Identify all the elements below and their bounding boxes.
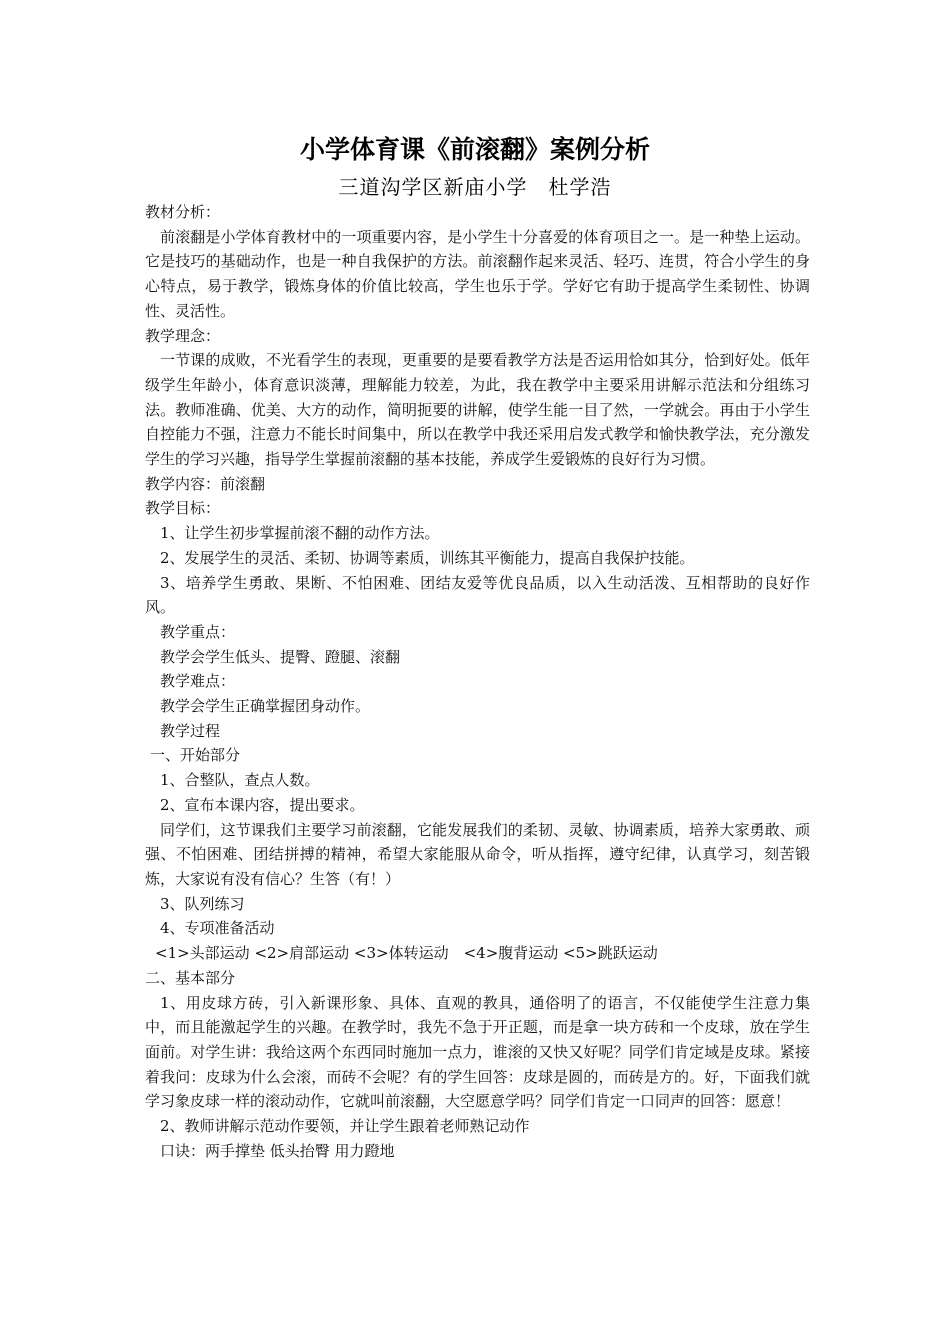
- list-item: 4、专项准备活动: [160, 919, 275, 938]
- paragraph: 教学会学生低头、提臀、蹬腿、滚翻: [160, 647, 401, 666]
- section-heading: 教材分析：: [145, 203, 221, 221]
- list-item: 3、队列练习: [160, 894, 245, 913]
- paragraph: 一节课的成败，不光看学生的表现，更重要的是要看教学方法是否运用恰如其分，恰到好处。低年级学生年龄小，体育意识淡薄，理解能力较差，为此，我在教学中主要采用讲解示范法和分组练习法。教师准确、优美、大方的动作，简明扼要的讲解，使学生能一目了然，一学就会。再由于小学生自控能力不强，注意力不能长时间集中，所以在教学中我还采用启发式教学和愉快教学法，充分激发学生的学习兴趣，指导学生掌握前滚翻的基本技能，养成学生爱锻炼的良好行为习惯。: [145, 351, 810, 469]
- paragraph: <1>头部运动 <2>肩部运动 <3>体转运动 <4>腹背运动 <5>跳跃运动: [155, 944, 658, 963]
- list-item: 2、宣布本课内容，提出要求。: [160, 795, 365, 814]
- section-heading: 二、基本部分: [145, 968, 236, 987]
- list-item: 2、教师讲解示范动作要领，并让学生跟着老师熟记动作: [160, 1117, 530, 1136]
- list-item: 1、合整队，查点人数。: [160, 771, 320, 790]
- section-heading: 教学过程: [160, 721, 221, 740]
- list-item: 2、发展学生的灵活、柔韧、协调等素质，训练其平衡能力，提高自我保护技能。: [160, 548, 695, 567]
- list-item: 1、让学生初步掌握前滚不翻的动作方法。: [160, 524, 440, 543]
- document-title: 小学体育课《前滚翻》案例分析: [299, 135, 650, 164]
- paragraph: 1、用皮球方砖，引入新课形象、具体、直观的教具，通俗明了的语言，不仅能使学生注意力集中，而且能激起学生的兴趣。在教学时，我先不急于开正题，而是拿一块方砖和一个皮球，放在学生面前。对学生讲：我给这两个东西同时施加一点力，谁滚的又快又好呢？同学们肯定域是皮球。紧接着我问：皮球为什么会滚，而砖不会呢？有的学生回答：皮球是圆的，而砖是方的。好，下面我们就学习象皮球一样的滚动动作，它就叫前滚翻，大空愿意学吗？同学们肯定一口同声的回答：愿意！: [145, 993, 810, 1111]
- section-heading: 一、开始部分: [150, 746, 241, 765]
- document-subtitle: 三道沟学区新庙小学 杜学浩: [338, 175, 612, 199]
- section-heading: 教学内容：前滚翻: [145, 474, 266, 493]
- paragraph: 同学们，这节课我们主要学习前滚翻，它能发展我们的柔韧、灵敏、协调素质，培养大家勇敢、顽强、不怕困难、团结拼搏的精神，希望大家能服从命令，听从指挥，遵守纪律，认真学习，刻苦锻炼，大家说有没有信心？生答（有！）: [145, 820, 810, 888]
- section-heading: 教学目标：: [145, 499, 221, 518]
- list-item: 3、培养学生勇敢、果断、不怕困难、团结友爱等优良品质，以入生动活泼、互相帮助的良好作风。: [145, 573, 810, 617]
- section-heading: 教学难点：: [160, 672, 236, 691]
- document-body: [145, 200, 810, 1163]
- paragraph: 口诀：两手撑垫 低头抬臀 用力蹬地: [160, 1141, 395, 1160]
- section-heading: 教学理念：: [145, 326, 221, 345]
- paragraph: 前滚翻是小学体育教材中的一项重要内容，是小学生十分喜爱的体育项目之一。是一种垫上运动。它是技巧的基础动作，也是一种自我保护的方法。前滚翻作起来灵活、轻巧、连贯，符合小学生的身心特点，易于教学，锻炼身体的价值比较高，学生也乐于学。学好它有助于提高学生柔韧性、协调性、灵活性。: [145, 227, 810, 320]
- paragraph: 教学会学生正确掌握团身动作。: [160, 697, 371, 716]
- section-heading: 教学重点：: [160, 622, 236, 641]
